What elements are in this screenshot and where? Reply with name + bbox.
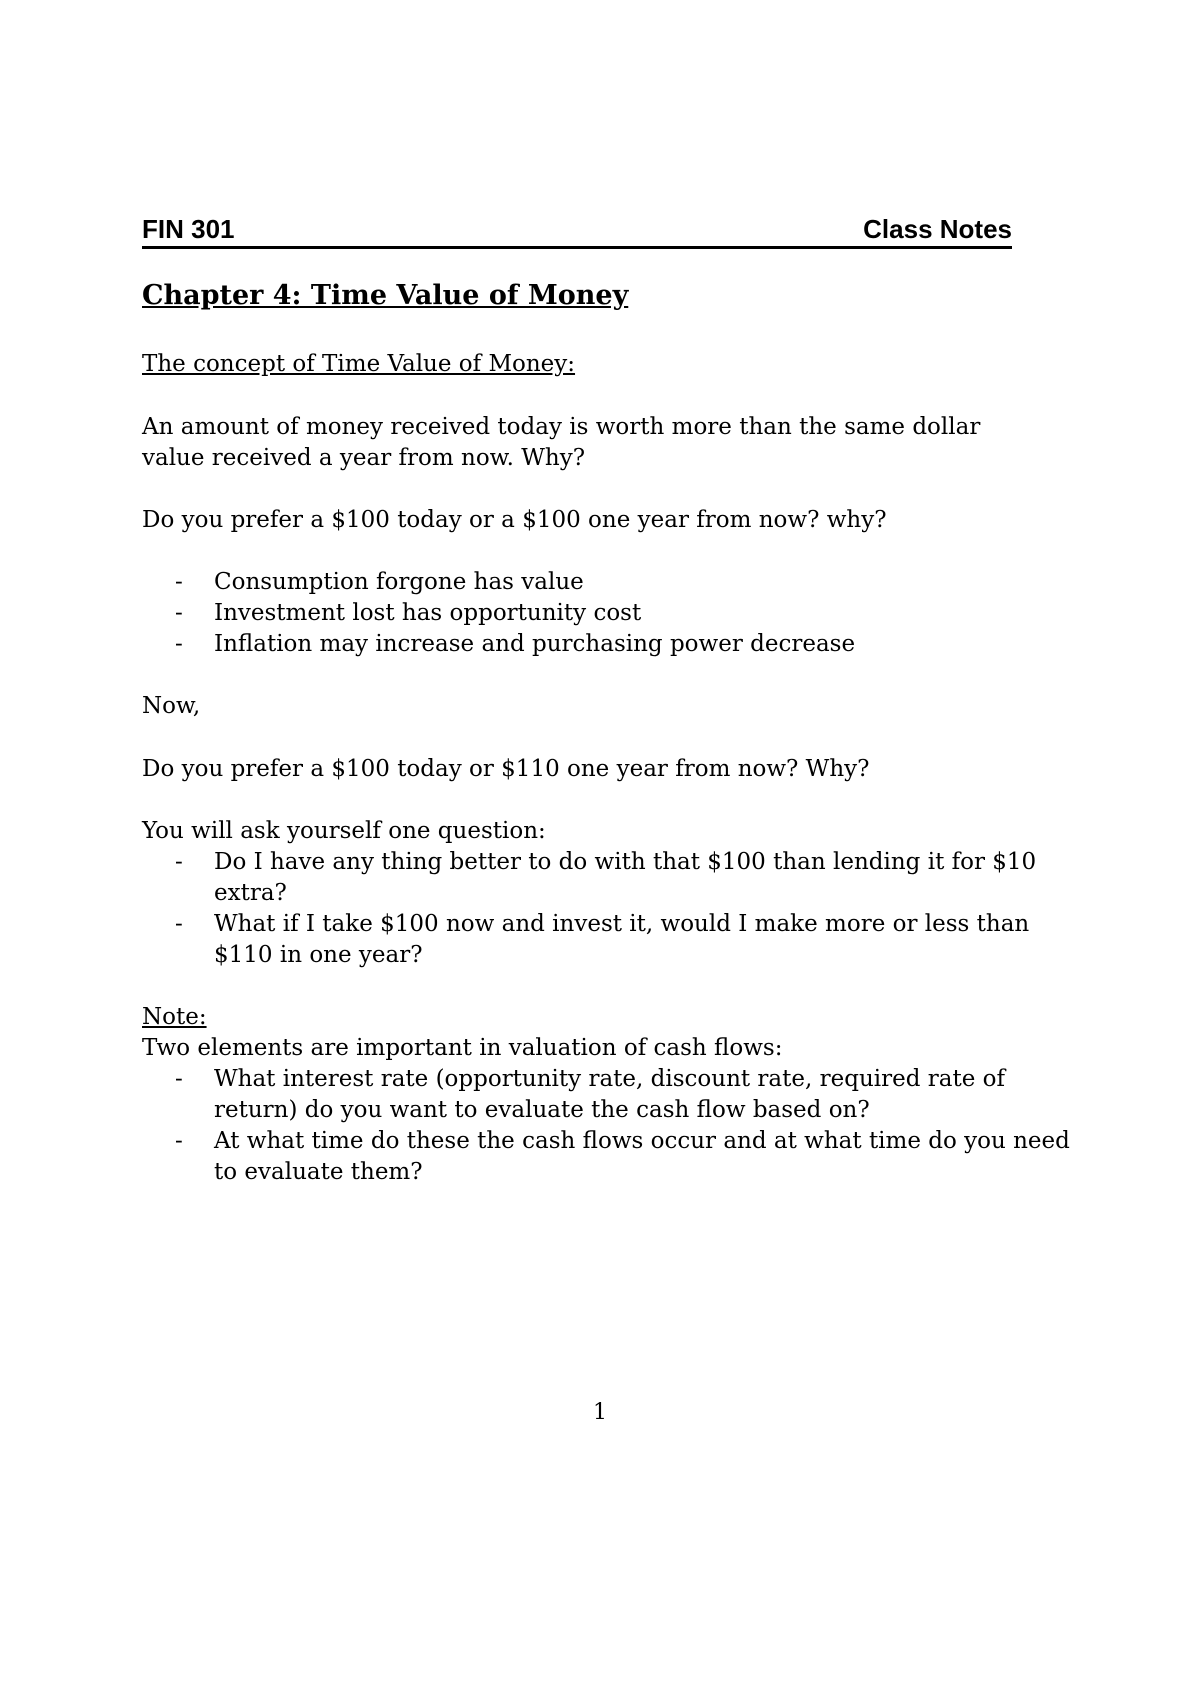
list-item: Consumption forgone has value xyxy=(214,569,584,595)
list-dash: - xyxy=(175,631,183,657)
page-header xyxy=(142,212,1012,249)
ask-intro: You will ask yourself one question: xyxy=(142,818,546,844)
list-item-line-1: Do I have any thing better to do with that $100 than lending it for $10 xyxy=(214,849,1037,875)
list-item-line-2: $110 in one year? xyxy=(214,942,423,968)
page-number: 1 xyxy=(593,1400,607,1425)
list-dash: - xyxy=(175,911,183,937)
list-item-line-1: What if I take $100 now and invest it, would I make more or less than xyxy=(214,911,1030,937)
list-item-line-2: extra? xyxy=(214,880,287,906)
list-dash: - xyxy=(175,600,183,626)
chapter-title: Chapter 4: Time Value of Money xyxy=(142,280,629,311)
list-dash: - xyxy=(175,569,183,595)
list-dash: - xyxy=(175,849,183,875)
list-item-line-2: to evaluate them? xyxy=(214,1159,423,1185)
list-dash: - xyxy=(175,1128,183,1154)
document-type: Class Notes xyxy=(863,214,1012,244)
question-2: Do you prefer a $100 today or $110 one year from now? Why? xyxy=(142,756,870,782)
list-item-line-1: At what time do these the cash flows occur and at what time do you need xyxy=(214,1128,1070,1154)
now-label: Now, xyxy=(142,693,201,719)
section-heading: The concept of Time Value of Money: xyxy=(142,351,576,377)
list-item-line-1: What interest rate (opportunity rate, discount rate, required rate of xyxy=(214,1066,1005,1092)
note-intro: Two elements are important in valuation of cash flows: xyxy=(142,1035,783,1061)
course-code: FIN 301 xyxy=(142,214,235,244)
intro-line-2: value received a year from now. Why? xyxy=(142,445,586,471)
list-item: Inflation may increase and purchasing power decrease xyxy=(214,631,856,657)
list-dash: - xyxy=(175,1066,183,1092)
intro-line-1: An amount of money received today is worth more than the same dollar xyxy=(142,414,981,440)
question-1: Do you prefer a $100 today or a $100 one year from now? why? xyxy=(142,507,887,533)
list-item-line-2: return) do you want to evaluate the cash flow based on? xyxy=(214,1097,870,1123)
note-heading: Note: xyxy=(142,1004,207,1030)
list-item: Investment lost has opportunity cost xyxy=(214,600,642,626)
